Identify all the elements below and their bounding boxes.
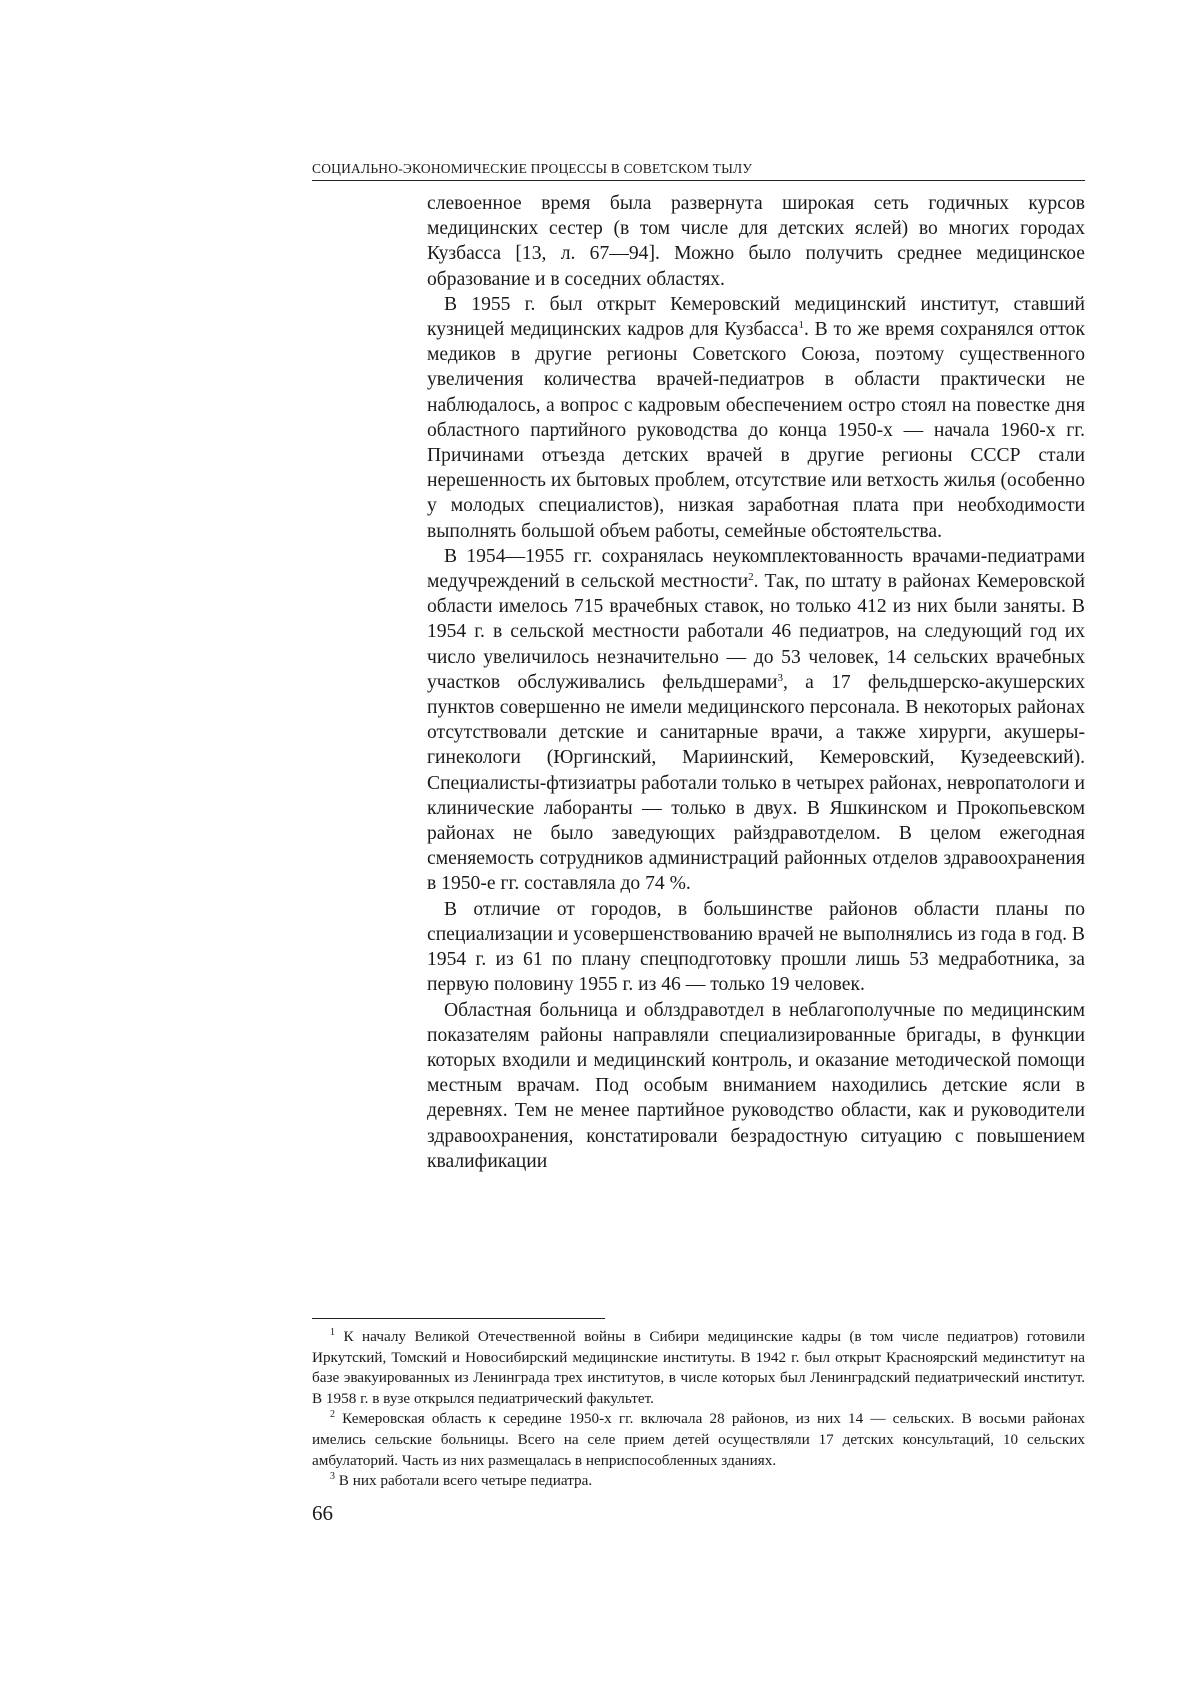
paragraph-3-text-before: В 1954—1955 гг. сохранялась неукомплектованность врачами-педиатрами медучреждений в сельской местности: [427, 546, 1085, 592]
paragraph-4: В отличие от городов, в большинстве районов области планы по специализации и усовершенствованию врачей не выполнялись из года в год. В 1954 г. из 61 по плану спецподготовку прошли лишь 53 медработника, за первую половину 1955 г. из 46 — только 19 человек.: [427, 897, 1085, 998]
page-number: 66: [312, 1500, 333, 1526]
paragraph-3-text-middle: . Так, по штату в районах Кемеровской области имелось 715 врачебных ставок, но только 412 из них были заняты. В 1954 г. в сельской местности работали 46 педиатров, на следующий год их число увеличилось незначительно — до 53 человек, 14 сельских врачебных участков обслуживались фельдшерами: [427, 571, 1085, 693]
footnote-text: Кемеровская область к середине 1950-х гг. включала 28 районов, из них 14 — сельских. В восьми районах имелись сельские больницы. Всего на селе прием детей осуществляли 17 детских консультаций, 10 сельских амбулаторий. Часть из них размещалась в неприспособленных зданиях.: [312, 1410, 1085, 1468]
footnote-text: В них работали всего четыре педиатра.: [339, 1472, 592, 1489]
paragraph-2-text-after: . В то же время сохранялся отток медиков в другие регионы Советского Союза, поэтому существенного увеличения количества врачей-педиатров в области практически не наблюдалось, а вопрос с кадровым обеспечением остро стоял на повестке дня областного партийного руководства до конца 1950-х — начала 1960-х гг. Причинами отъезда детских врачей в другие регионы СССР стали нерешенность их бытовых проблем, отсутствие или ветхость жилья (особенно у молодых специалистов), низкая заработная плата при необходимости выполнять большой объем работы, семейные обстоятельства.: [427, 319, 1085, 542]
paragraph-3-text-after: , а 17 фельдшерско-акушерских пунктов совершенно не имели медицинского персонала. В некоторых районах отсутствовали детские и санитарные врачи, а также хирурги, акушеры-гинекологи (Юргинский, Мариинский, Кемеровский, Кузедеевский). Специалисты-фтизиатры работали только в четырех районах, невропатологи и клинические лаборанты — только в двух. В Яшкинском и Прокопьевском районах не было заведующих райздравотделом. В целом ежегодная сменяемость сотрудников администраций районных отделов здравоохранения в 1950-е гг. составляла до 74 %.: [427, 672, 1085, 895]
paragraph-5: Областная больница и облздравотдел в неблагополучные по медицинским показателям районы направляли специализированные бригады, в функции которых входили и медицинский контроль, и оказание методической помощи местным врачам. Под особым вниманием находились детские ясли в деревнях. Тем не менее партийное руководство области, как и руководители здравоохранения, констатировали безрадостную ситуацию с повышением квалификации: [427, 998, 1085, 1174]
footnote-number: 1: [330, 1327, 335, 1338]
footnote-text: К началу Великой Отечественной войны в Сибири медицинские кадры (в том числе педиатров) готовили Иркутский, Томский и Новосибирский медицинские институты. В 1942 г. был открыт Красноярский мединститут на базе эвакуированных из Ленинграда трех институтов, в числе которых был Ленинградский педиатрический институт. В 1958 г. в вузе открылся педиатрический факультет.: [312, 1328, 1085, 1407]
footnote-3: [312, 1471, 1085, 1492]
footnote-ref-1[interactable]: 1: [798, 319, 804, 331]
main-text: [427, 191, 1085, 1174]
footnote-number: 2: [330, 1409, 335, 1420]
footnote-ref-2[interactable]: 2: [748, 571, 754, 583]
paragraph-2-text-before: В 1955 г. был открыт Кемеровский медицинский институт, ставший кузницей медицинских кадров для Кузбасса: [427, 294, 1085, 340]
paragraph-3: [427, 544, 1085, 897]
footnotes: [312, 1327, 1085, 1492]
footnote-1: [312, 1327, 1085, 1409]
paragraph-2: [427, 292, 1085, 544]
footnote-divider: [312, 1318, 605, 1319]
paragraph-1: слевоенное время была развернута широкая сеть годичных курсов медицинских сестер (в том числе для детских яслей) во многих городах Кузбасса [13, л. 67—94]. Можно было получить среднее медицинское образование и в соседних областях.: [427, 191, 1085, 292]
footnote-number: 3: [330, 1471, 335, 1482]
footnote-ref-3[interactable]: 3: [778, 672, 784, 684]
footnote-2: [312, 1409, 1085, 1471]
running-head: СОЦИАЛЬНО-ЭКОНОМИЧЕСКИЕ ПРОЦЕССЫ В СОВЕТСКОМ ТЫЛУ: [312, 160, 1085, 181]
